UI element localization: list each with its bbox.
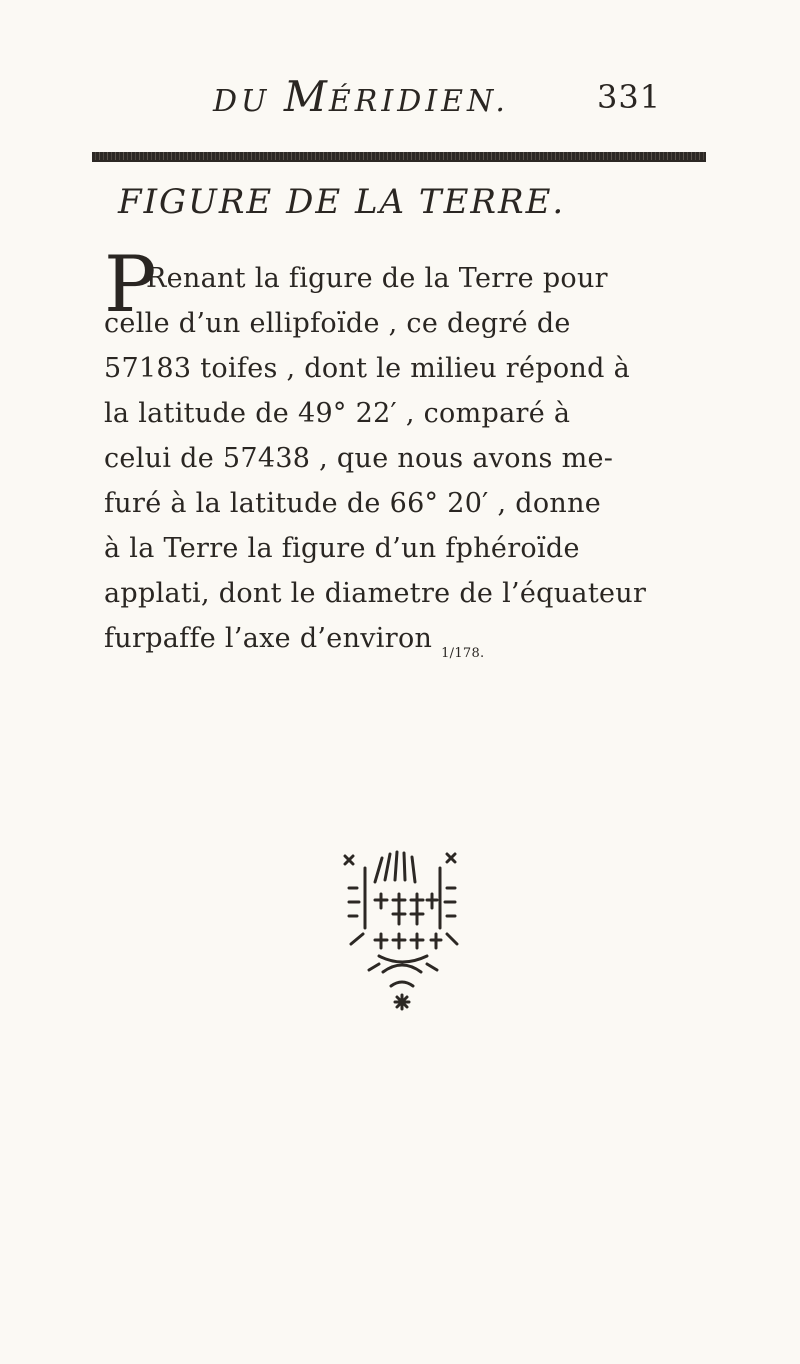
tailpiece-ornament-icon: [335, 848, 470, 1018]
running-head-initial: M: [283, 72, 329, 121]
head-rule: [92, 152, 706, 162]
paragraph: [104, 240, 704, 661]
text-line-content: furpaffe l’axe d’environ: [104, 623, 433, 654]
text-line: Renant la figure de la Terre pour: [146, 263, 608, 294]
text-line: furé à la latitude de 66° 20′ , donne: [104, 488, 602, 519]
text-line: à la Terre la figure d’un fphéroïde: [104, 533, 580, 564]
running-head-title: [213, 72, 509, 121]
drop-cap: P: [104, 240, 157, 330]
page-number: 331: [597, 78, 662, 116]
running-head-title-rest: ÉRIDIEN.: [328, 84, 509, 119]
text-line: applati, dont le diametre de l’équateur: [104, 578, 647, 609]
text-line: celle d’un ellipfoïde , ce degré de: [104, 308, 571, 339]
running-head: [0, 72, 800, 121]
fraction: 1/178.: [441, 646, 485, 661]
text-line-last: [104, 616, 704, 661]
text-line: celui de 57438 , que nous avons me-: [104, 443, 614, 474]
text-line: 57183 toifes , dont le milieu répond à: [104, 353, 630, 384]
running-head-prefix: DU: [213, 84, 271, 119]
section-heading: FIGURE DE LA TERRE.: [118, 182, 566, 222]
text-line: la latitude de 49° 22′ , comparé à: [104, 398, 571, 429]
